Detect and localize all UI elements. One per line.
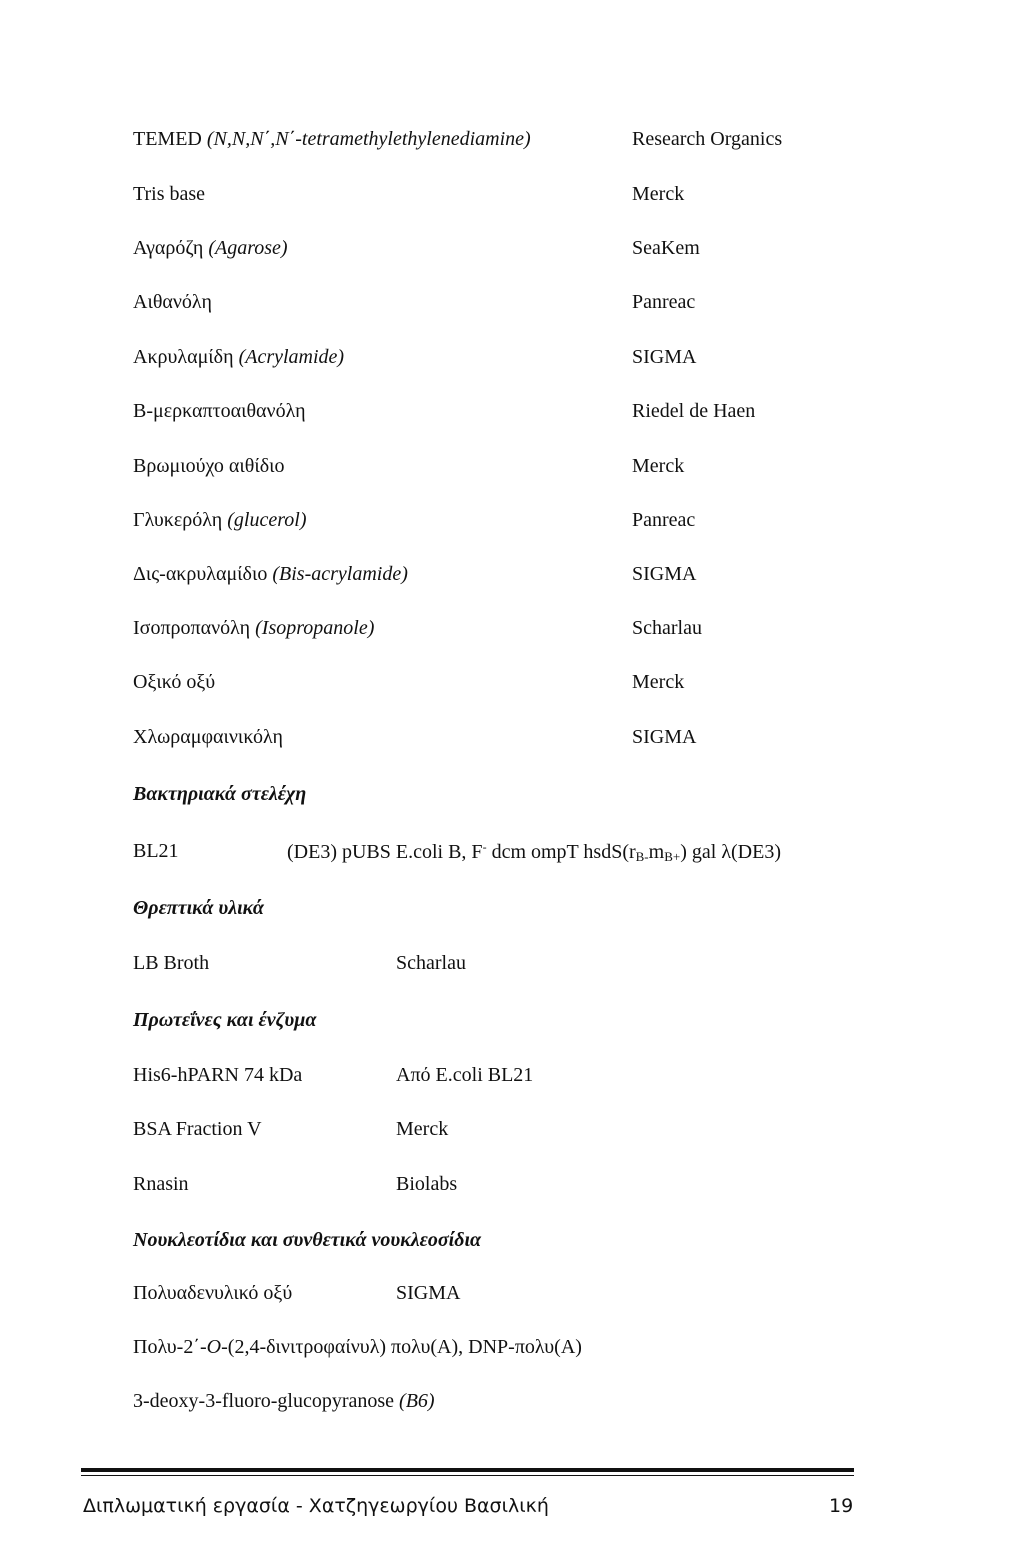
reagent-name: Αγαρόζη (Agarose) [133, 237, 288, 259]
protein-supplier: Merck [396, 1118, 449, 1140]
page-number: 19 [829, 1495, 854, 1517]
reagent-name: Γλυκερόλη (glucerol) [133, 509, 307, 531]
reagent-name-italic: (glucerol) [227, 509, 307, 531]
section-heading-proteins: Πρωτεΐνες και ένζυμα [133, 1009, 317, 1031]
reagent-supplier: Scharlau [632, 617, 702, 639]
section-heading-bacterial: Βακτηριακά στελέχη [133, 783, 307, 805]
reagent-name-italic: (Agarose) [208, 237, 288, 259]
reagent-name: Tris base [133, 183, 206, 205]
section-heading-nutrients: Θρεπτικά υλικά [133, 897, 264, 919]
section-heading-nucleotides: Νουκλεοτίδια και συνθετικά νουκλεοσίδια [133, 1229, 482, 1251]
nucleotide-name: Πολυ-2΄-O-(2,4-δινιτροφαίνυλ) πολυ(A), DNP-πολυ(A) [133, 1336, 582, 1358]
reagent-name: Βρωμιούχο αιθίδιο [133, 455, 285, 477]
reagent-supplier: Research Organics [632, 128, 783, 150]
reagent-supplier: SIGMA [632, 563, 697, 585]
reagent-name: TEMED (N,N,N΄,N΄-tetramethylethylenediamine) [133, 128, 531, 150]
nutrient-name: LB Broth [133, 952, 210, 974]
strain-name: BL21 [133, 840, 179, 862]
nucleotide-name: Πολυαδενυλικό οξύ [133, 1282, 293, 1304]
reagent-supplier: SeaKem [632, 237, 700, 259]
protein-supplier: Biolabs [396, 1173, 458, 1195]
reagent-name: Ισοπροπανόλη (Isopropanole) [133, 617, 375, 639]
reagent-supplier: Panreac [632, 509, 696, 531]
nucleotide-name: 3-deoxy-3-fluoro-glucopyranose (B6) [133, 1390, 435, 1412]
reagent-name: Οξικό οξύ [133, 671, 216, 693]
reagent-name: Χλωραμφαινικόλη [133, 726, 283, 748]
strain-genotype: (DE3) pUBS E.coli B, F- dcm ompT $hsdS(r_{B-}m_{B+})$ gal λ(DE3) [287, 840, 781, 864]
reagent-supplier: Merck [632, 455, 685, 477]
reagent-supplier: Panreac [632, 291, 696, 313]
protein-name: Rnasin [133, 1173, 189, 1195]
reagent-name-italic: (Acrylamide) [238, 346, 345, 368]
reagent-supplier: Merck [632, 671, 685, 693]
reagent-name: Δις-ακρυλαμίδιο (Bis-acrylamide) [133, 563, 408, 585]
genotype-subscript: B- [635, 849, 649, 864]
reagent-name-italic: (Bis-acrylamide) [272, 563, 408, 585]
reagent-supplier: Riedel de Haen [632, 400, 756, 422]
footer-title: Διπλωματική εργασία - Χατζηγεωργίου Βασιλική [83, 1495, 549, 1517]
reagent-name-italic: (N,N,N΄,N΄-tetramethylethylenediamine) [206, 128, 531, 150]
reagent-name-italic: (Isopropanole) [255, 617, 375, 639]
protein-supplier: Από E.coli BL21 [396, 1064, 534, 1086]
reagent-name: Αιθανόλη [133, 291, 212, 313]
protein-name: His6-hPARN 74 kDa [133, 1064, 303, 1086]
footer-rule-thin [81, 1475, 854, 1476]
reagent-name: Β-μερκαπτοαιθανόλη [133, 400, 306, 422]
reagent-name: Ακρυλαμίδη (Acrylamide) [133, 346, 345, 368]
footer-rule [81, 1468, 854, 1472]
reagent-supplier: SIGMA [632, 726, 697, 748]
genotype-subscript: B+ [664, 849, 681, 864]
nutrient-supplier: Scharlau [396, 952, 466, 974]
reagent-supplier: Merck [632, 183, 685, 205]
nucleotide-supplier: SIGMA [396, 1282, 461, 1304]
protein-name: BSA Fraction V [133, 1118, 262, 1140]
reagent-supplier: SIGMA [632, 346, 697, 368]
genotype-superscript: - [482, 840, 487, 854]
